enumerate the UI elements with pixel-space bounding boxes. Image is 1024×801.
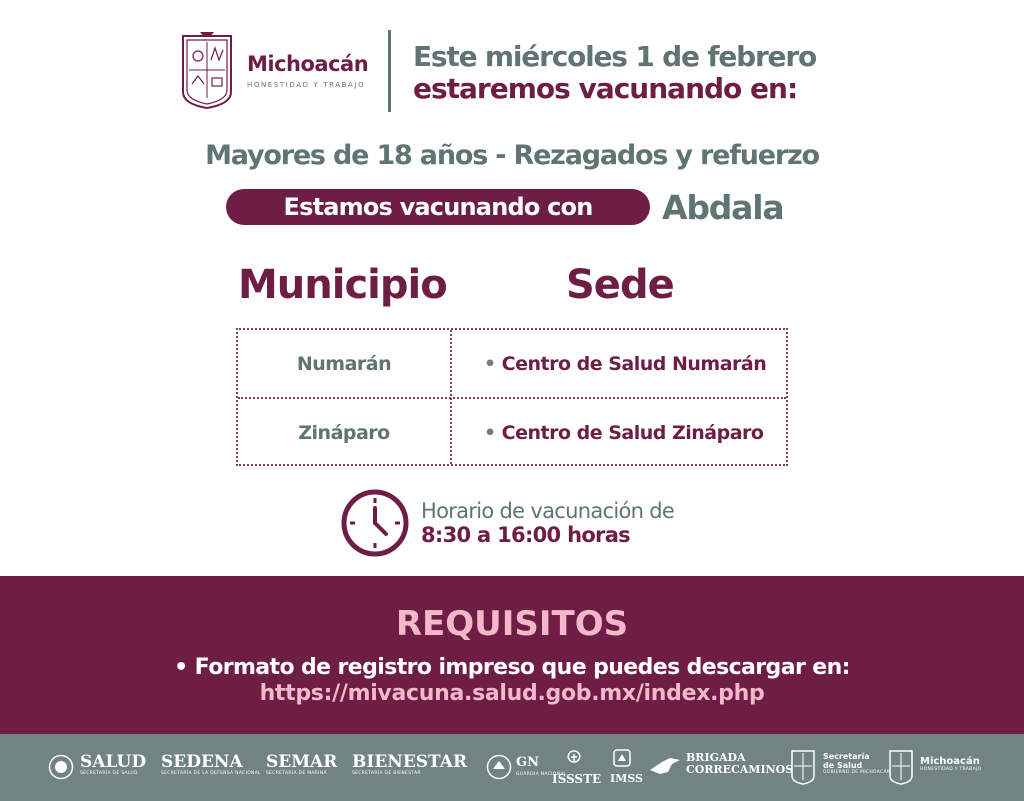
logo-secretaria-line2: de Salud bbox=[823, 761, 863, 770]
logo-secretaria-line1: Secretaría bbox=[823, 752, 870, 761]
requirements-item bbox=[0, 655, 1024, 680]
brand-tagline: HONESTIDAD Y TRABAJO bbox=[247, 81, 366, 89]
logo-bienestar bbox=[352, 753, 467, 776]
locations-table bbox=[236, 328, 788, 466]
table-row-sede bbox=[484, 422, 763, 444]
logo-salud-name: SALUD bbox=[80, 752, 147, 772]
brand-name: Michoacán bbox=[247, 52, 369, 76]
logo-semar bbox=[266, 753, 337, 776]
logo-issste bbox=[552, 770, 601, 788]
logo-secretaria-salud bbox=[823, 752, 891, 775]
brand-block bbox=[247, 52, 368, 89]
vaccine-name: Abdala bbox=[662, 188, 784, 227]
bullet-icon: • bbox=[174, 655, 195, 680]
table-row-divider bbox=[238, 397, 786, 399]
headline-line2: estaremos vacunando en: bbox=[413, 72, 798, 105]
logo-sedena-name: SEDENA bbox=[161, 752, 243, 772]
logo-semar-name: SEMAR bbox=[266, 752, 338, 772]
logo-salud bbox=[80, 753, 146, 776]
audience-subtitle: Mayores de 18 años - Rezagados y refuerzo bbox=[205, 140, 819, 171]
logo-bienestar-name: BIENESTAR bbox=[352, 752, 468, 772]
bullet-icon: • bbox=[484, 353, 496, 375]
michoacan-shield-icon bbox=[888, 748, 914, 786]
sede-label: Centro de Salud Numarán bbox=[501, 353, 767, 375]
vaccine-pill-label: Estamos vacunando con bbox=[283, 193, 593, 221]
logo-sedena bbox=[161, 753, 261, 776]
michoacan-shield-icon bbox=[790, 748, 816, 786]
footer-logo-strip bbox=[0, 734, 1024, 801]
table-row-municipio: Numarán bbox=[296, 353, 392, 375]
column-header-sede: Sede bbox=[566, 262, 674, 308]
logo-imss bbox=[610, 770, 643, 788]
table-row-sede bbox=[484, 353, 766, 375]
table-row-municipio: Zináparo bbox=[298, 422, 390, 444]
schedule-label: Horario de vacunación de bbox=[421, 499, 675, 523]
headline-line1: Este miércoles 1 de febrero bbox=[413, 40, 816, 73]
requirements-title: REQUISITOS bbox=[395, 604, 629, 644]
logo-brigada-line1: BRIGADA bbox=[686, 751, 746, 764]
bullet-icon: • bbox=[484, 422, 496, 444]
clock-icon bbox=[340, 488, 410, 558]
logo-imss-name: IMSS bbox=[610, 772, 643, 785]
gn-seal-icon bbox=[486, 754, 512, 780]
schedule-hours: 8:30 a 16:00 horas bbox=[421, 523, 630, 547]
logo-michoacan bbox=[920, 756, 981, 772]
logo-brigada-correcaminos bbox=[686, 752, 793, 776]
logo-semar-sub: SECRETARÍA DE MARINA bbox=[266, 771, 327, 776]
requirements-url[interactable]: https://mivacuna.salud.gob.mx/index.php bbox=[259, 681, 765, 706]
issste-icon bbox=[565, 749, 583, 767]
column-header-municipio: Municipio bbox=[238, 262, 447, 308]
logo-gn-sub: GUARDIA NACIONAL bbox=[516, 772, 567, 777]
logo-bienestar-sub: SECRETARÍA DE BIENESTAR bbox=[352, 771, 421, 776]
logo-michoacan-name: Michoacán bbox=[920, 756, 980, 767]
eagle-seal-icon bbox=[48, 754, 74, 780]
michoacan-coat-of-arms-icon bbox=[180, 30, 234, 110]
roadrunner-icon bbox=[648, 754, 682, 778]
sede-label: Centro de Salud Zináparo bbox=[501, 422, 764, 444]
header-divider bbox=[388, 30, 391, 112]
requirements-item-text: Formato de registro impreso que puedes descargar en: bbox=[194, 655, 850, 680]
logo-michoacan-sub: HONESTIDAD Y TRABAJO bbox=[920, 767, 982, 772]
logo-brigada-line2: CORRECAMINOS bbox=[686, 763, 794, 776]
logo-secretaria-sub: GOBIERNO DE MICHOACÁN bbox=[823, 770, 891, 775]
table-column-divider bbox=[450, 330, 452, 464]
logo-sedena-sub: SECRETARÍA DE LA DEFENSA NACIONAL bbox=[161, 771, 261, 776]
logo-salud-sub: SECRETARÍA DE SALUD bbox=[80, 771, 138, 776]
imss-icon bbox=[612, 749, 632, 767]
vaccine-pill bbox=[226, 189, 650, 225]
logo-gn-name: GN bbox=[516, 755, 539, 770]
logo-issste-name: ISSSTE bbox=[552, 772, 602, 786]
